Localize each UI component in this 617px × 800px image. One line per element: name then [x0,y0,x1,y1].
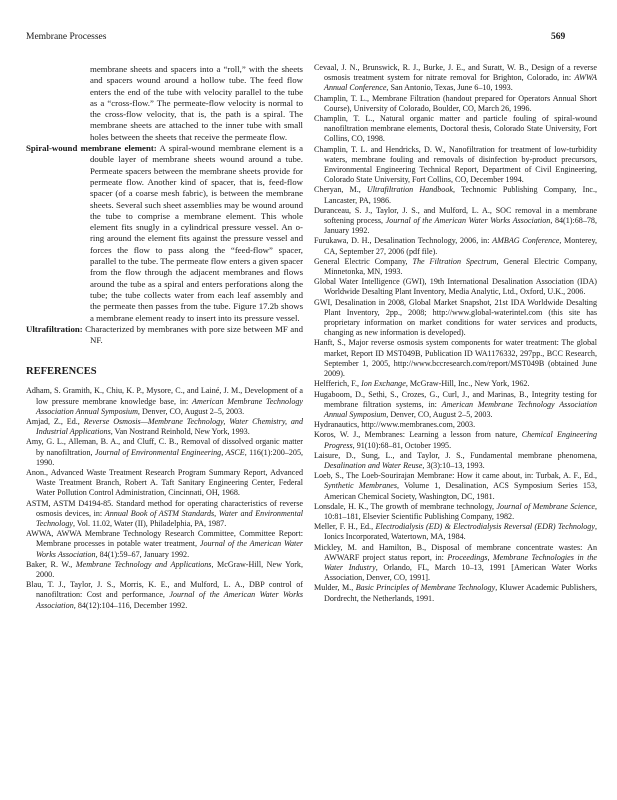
reference-entry [314,583,597,603]
reference-publication-details: , 116(1):200–205, 1990. [36,447,304,467]
reference-publication-details: , 3(3):10–13, 1993. [422,460,485,470]
reference-entry [26,417,303,437]
reference-entry [26,560,303,580]
reference-text: GWI, Desalination in 2008, Global Market Snapshot, 21st IDA Worldwide Desalting Plant Inventory, 2pp., 2008; http://www.global-waterintel.com (this site has proprietary information on market conditions for water services and products, changing as new information is developed). [314,297,597,338]
reference-entry [314,185,597,205]
reference-entry [26,499,303,530]
reference-source-title: Proceedings, Membrane Technologies in the Water Industry [324,552,597,572]
reference-entry [26,529,303,560]
reference-publication-details: , 10:81–181, Elsevier Scientific Publishing Company, 1982. [324,501,597,521]
reference-publication-details: , 91(10):68–81, October 1995. [352,440,452,450]
reference-text: Adham, S. Gramith, K., Chiu, K. P., Mysore, C., and Lainé, J. M., Development of a low pressure membrane knowledge base, in: [26,386,303,406]
spiral-wound-definition [26,143,303,324]
reference-entry [314,114,597,145]
reference-entry [314,94,597,114]
left-column [26,64,303,611]
reference-source-title: Reverse Osmosis—Membrane Technology, Water Chemistry, and Industrial Applications [36,417,303,437]
reference-entry [314,451,597,471]
reference-text: AWWA, AWWA Membrane Technology Research Committee, Committee Report: Membrane processes in potable water treatment, [26,529,303,549]
reference-text: Global Water Intelligence (GWI), 19th International Desalination Association (IDA) Worldwide Desalting Plant Inventory, Media Analytic, Ltd., Oxford, U.K., 2006. [314,277,597,297]
reference-text: Hanft, S., Major reverse osmosis system components for water treatment: The global market, Report ID MST049B, Publication ID WA1176332, 297pp., BCC Research, September 1, 2005, http://www.bccresearch.com/report/MST049B (obtained June 2009). [314,338,597,379]
reference-publication-details: , 84(12):104–116, December 1992. [73,600,188,610]
reference-source-title: Journal of Membrane Science [496,501,595,511]
reference-text: Duranceau, S. J., Taylor, J. S., and Mulford, L. A., SOC removal in a membrane softening process, [314,205,597,226]
reference-entry [314,543,597,584]
reference-text: ASTM, ASTM D4194-85. Standard method for operating characteristics of reverse osmosis devices, in: [26,498,303,518]
reference-entry [314,236,597,256]
right-column [314,63,597,604]
references-heading: REFERENCES [26,366,97,378]
reference-publication-details: , Van Nostrand Reinhold, New York, 1993. [110,427,250,437]
spiral-wound-text: A spiral-wound membrane element is a double layer of membrane sheets wound around a tube. Permeate spacers between the membrane sheets provide for permeate flow. Another kind of spacer, that is, feed-flow spacer (of a coarse mesh fabric), is between the membrane sheets. Several such sheet assemblies may be wound around the tube to comprise a membrane element. This whole element fits snugly in a cylindrical pressure vessel. An o-ring around the element fits against the pressure vessel and forces the flow to pass along the “feed-flow” spacer, parallel to the tube. The permeate flow enters a given spacer from the flow through the adjacent membranes and flows around the tube as a spiral and enters perforations along the tube; the tube collects water from each leaf assembly and the permeate then passes from the tube. Figure 17.2b shows a membrane element ready to insert into its pressure vessel. [90,143,303,323]
reference-source-title: Journal of the American Water Works Association [385,216,551,226]
reference-entry [314,63,597,94]
reference-publication-details: , McGraw-Hill, Inc., New York, 1962. [405,379,530,389]
reference-text: Blau, T. J., Taylor, J. S., Morris, K. E., and Mulford, L. A., DBP control of nanofiltration: Cost and performance, [26,580,303,600]
reference-publication-details: , Technomic Publishing Company, Inc., Lancaster, PA, 1986. [324,185,598,205]
reference-source-title: Chemical Engineering Progress [324,430,597,450]
reference-entry [314,379,597,389]
reference-entry [26,386,303,417]
reference-text: Lonsdale, H. K., The growth of membrane technology, [314,501,497,511]
reference-text: Champlin, T. L. and Hendricks, D. W., Nanofiltration for treatment of low-turbidity waters, membrane fouling and removals of disinfection by-product precursors, Environmental Engineering Technical Report, Department of Civil Engineering, Colorado State University, Fort Collins, CO, December 1994. [314,144,597,185]
reference-publication-details: , McGraw-Hill, New York, 2000. [36,559,304,580]
reference-source-title: Basic Principles of Membrane Technology [355,583,496,593]
reference-source-title: AMBAG Conference [492,236,560,246]
reference-text: Baker, R. W., [26,559,76,569]
reference-entry [314,145,597,186]
reference-publication-details: , Vol. 11.02, Water (II), Philadelphia, PA, 1987. [73,519,227,529]
reference-source-title: American Membrane Technology Association Annual Symposium [36,396,304,416]
reference-entry [314,522,597,542]
reference-entry [314,430,597,450]
reference-publication-details: , Denver, CO, August 2–5, 2003. [137,406,245,416]
references-list-left [26,386,303,610]
reference-text: Helfferich, F., [314,379,362,389]
reference-publication-details: , 84(1):59–67, January 1992. [95,549,190,559]
reference-entry [26,437,303,468]
reference-text: General Electric Company, [314,256,413,266]
reference-publication-details: , 84(1):68–78, January 1992. [324,216,598,236]
reference-text: Anon., Advanced Waste Treatment Research Program Summary Report, Advanced Waste Treatment Branch, Robert A. Taft Sanitary Engineering Center, Federal Water Pollution Control Administration, Cincinnati, OH, 1968. [26,468,303,498]
reference-source-title: AWWA Annual Conference [324,73,597,93]
ultrafiltration-definition [26,324,303,347]
reference-text: Cheryan, M., [314,185,367,195]
reference-text: Furukawa, D. H., Desalination Technology, 2006, in: [314,236,493,246]
reference-source-title: Journal of the American Water Works Association [36,590,303,610]
reference-source-title: American Membrane Technology Association Annual Symposium [324,399,597,419]
reference-entry [314,390,597,421]
reference-source-title: Annual Book of ASTM Standards, Water and Environmental Technology [36,508,304,529]
reference-entry [314,206,597,237]
reference-text: Meller, F. H., Ed., [314,522,376,532]
spiral-wound-term: Spiral-wound membrane element: [26,143,157,154]
reference-text: Laisure, D., Sung, L., and Taylor, J. S., Fundamental membrane phenomena, [314,450,597,460]
reference-text: Amjad, Z., Ed., [26,417,84,427]
page-number: 569 [551,32,566,42]
reference-source-title: Ultrafiltration Handbook [366,185,453,195]
reference-entry [314,420,597,430]
reference-text: Mickley, M. and Hamilton, B., Disposal of membrane concentrate wastes: An AWWARF project status report, in: [314,542,597,562]
reference-entry [314,257,597,277]
reference-text: Mulder, M., [314,583,356,593]
reference-entry [314,338,597,379]
reference-entry [26,468,303,499]
reference-text: Champlin, T. L., Natural organic matter and particle fouling of spiral-wound nanofiltration membrane elements, Doctoral thesis, Colorado State University, Fort Collins, CO, 1998. [314,114,597,144]
reference-text: Loeb, S., The Loeb-Sourirajan Membrane: How it came about, in: Turbak, A. F., Ed., [314,471,597,481]
reference-source-title: The Filtration Spectrum [412,256,497,266]
reference-source-title: Ion Exchange [361,379,406,389]
reference-publication-details: , San Antonio, Texas, June 6–10, 1993. [386,83,513,93]
reference-entry [314,298,597,339]
reference-entry [314,502,597,522]
reference-entry [26,580,303,611]
reference-text: Amy, G. L., Alleman, B. A., and Cluff, C. B., Removal of dissolved organic matter by nanofiltration, [26,437,303,457]
reference-source-title: Journal of the American Water Works Association [36,539,303,559]
reference-text: Cevaal, J. N., Brunswick, R. J., Burke, J. E., and Suratt, W. B., Design of a reverse osmosis treatment system for nitrate removal for Brighton, Colorado, in: [314,63,597,83]
reference-entry [314,471,597,502]
reference-text: Hydranautics, http://www.membranes.com, 2003. [314,420,476,430]
reference-publication-details: , Volume 1, Desalination, ACS Symposium Series 153, American Chemical Society, Washington, DC, 1981. [324,481,597,501]
running-header: Membrane Processes [26,32,107,42]
reference-publication-details: , Ionics Incorporated, Watertown, MA, 1984. [324,522,597,542]
reference-source-title: Synthetic Membranes [324,481,398,491]
reference-publication-details: , Monterey, CA, September 27, 2006 (pdf file). [324,236,598,256]
reference-source-title: Journal of Environmental Engineering, ASCE [94,447,245,457]
reference-publication-details: , General Electric Company, Minnetonka, MN, 1993. [324,256,598,277]
reference-text: Koros, W. J., Membranes: Learning a lesson from nature, [314,430,522,440]
reference-source-title: Electrodialysis (ED) & Electrodialysis Reversal (EDR) Technology [375,522,595,532]
reference-publication-details: , Kluwer Academic Publishers, Dordrecht, the Netherlands, 1991. [324,583,597,603]
reference-source-title: Membrane Technology and Applications [75,559,212,569]
references-list-right [314,63,597,604]
ultrafiltration-term: Ultrafiltration: [26,323,83,334]
intro-paragraph: membrane sheets and spacers into a “roll,” with the sheets and spacers wound around a hollow tube. The feed flow enters the end of the tube with velocity parallel to the tube as a “cross-flow.” The permeate-flow velocity is normal to the cross-flow velocity, that is, the path is a spiral. The membrane sheets are attached to the inner tube with small holes between the sheets that receive the permeate flow. [90,64,303,142]
reference-text: Champlin, T. L., Membrane Filtration (handout prepared for Operators Annual Short Course), University of Colorado, Boulder, CO, March 26, 1996. [314,93,597,113]
reference-entry [314,277,597,297]
reference-source-title: Desalination and Water Reuse [324,460,423,470]
ultrafiltration-text: Characterized by membranes with pore size between MF and NF. [82,323,303,346]
reference-text: Hugaboom, D., Sethi, S., Crozes, G., Curl, J., and Marinas, B., Integrity testing for membrane filtration systems, in: [314,389,597,409]
reference-publication-details: , Denver, CO, August 2–5, 2003. [386,409,493,419]
reference-publication-details: , Orlando, FL, March 10–13, 1991 [American Water Works Association, Denver, CO, 1991]. [324,562,597,583]
